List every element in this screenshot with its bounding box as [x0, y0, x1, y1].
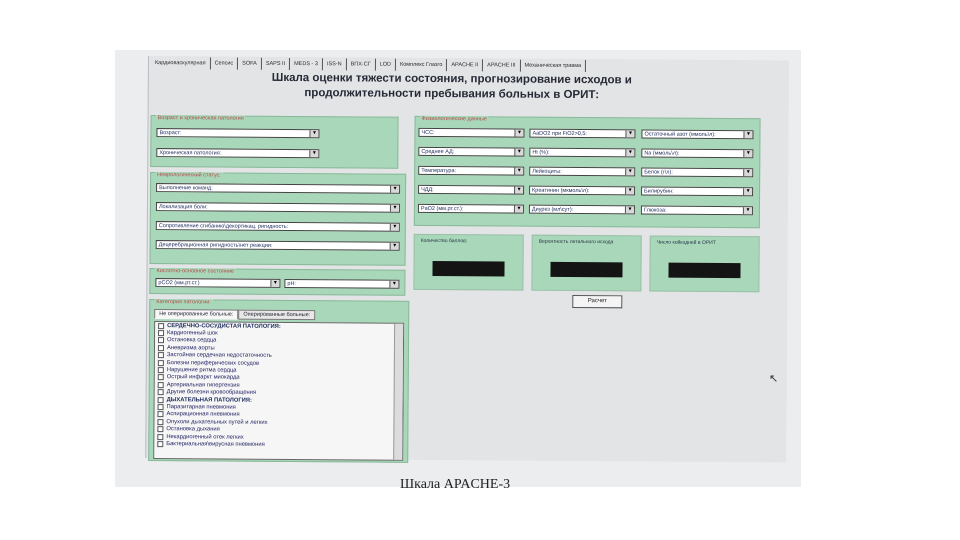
protein-label: Белок (г\л):: [644, 169, 673, 176]
list-item-label: Острый инфаркт миокарда: [166, 374, 240, 382]
tab-sepsis[interactable]: Сепсис: [211, 57, 239, 69]
list-item-label: Артериальная гипертензия: [166, 381, 240, 389]
creatinine-select[interactable]: [529, 186, 635, 196]
chevron-down-icon: ▼: [625, 149, 634, 156]
commands-label: Выполнение команд:: [159, 185, 213, 192]
checkbox[interactable]: [158, 323, 164, 329]
mortality-label: Вероятность летального исхода: [538, 238, 614, 246]
calculate-button[interactable]: Расчет: [572, 295, 622, 308]
age-panel: [150, 115, 398, 169]
tab-operated[interactable]: Оперированные больные:: [238, 310, 315, 321]
decerebrate-rigidity-select[interactable]: [156, 240, 400, 251]
category-panel-title: Категория патологии:: [156, 299, 211, 306]
chevron-down-icon: ▼: [514, 206, 523, 213]
chevron-down-icon: ▼: [514, 168, 523, 175]
checkbox[interactable]: [158, 367, 164, 373]
list-item-label: Бактериальная\вирусная пневмония: [166, 441, 265, 448]
pathology-list[interactable]: [153, 321, 404, 461]
list-item-label: Застойная сердечная недостаточность: [166, 352, 272, 360]
list-item[interactable]: [154, 440, 402, 449]
chevron-down-icon: ▼: [270, 280, 279, 287]
icu-days-value-box: [668, 263, 740, 279]
glucose-select[interactable]: [641, 205, 753, 215]
tab-cardio[interactable]: Кардиоваскулярная: [151, 57, 211, 69]
title-line-2: продолжительности пребывания больных в ОРИТ:: [304, 87, 600, 102]
temperature-label: Температура:: [421, 167, 457, 175]
chevron-down-icon: ▼: [309, 150, 318, 157]
diuresis-select[interactable]: [529, 205, 635, 215]
physio-panel: [414, 116, 761, 228]
wbc-label: Лейкоциты:: [532, 168, 562, 175]
chevron-down-icon: ▼: [743, 150, 752, 157]
temperature-select[interactable]: [418, 166, 524, 176]
checkbox[interactable]: [157, 411, 163, 417]
screen-photo: [115, 50, 801, 487]
checkbox[interactable]: [158, 389, 164, 395]
tab-lod[interactable]: LOD: [376, 59, 396, 71]
pao2-select[interactable]: [418, 204, 524, 214]
chevron-down-icon: ▼: [309, 130, 318, 137]
ht-select[interactable]: [529, 148, 635, 158]
checkbox[interactable]: [157, 434, 163, 440]
list-item-label: Нарушение ритма сердца: [166, 367, 237, 374]
chevron-down-icon: ▼: [625, 168, 634, 175]
bun-select[interactable]: [641, 129, 753, 139]
checkbox[interactable]: [158, 338, 164, 344]
list-item-label: Паразитарная пневмония: [166, 404, 236, 411]
checkbox[interactable]: [158, 352, 164, 358]
ph-label: pH:: [287, 280, 296, 288]
wbc-select[interactable]: [529, 167, 635, 177]
list-item-label: Некардиогенный отек легких: [166, 433, 244, 441]
flexion-resistance-label: Сопротивление сгибанию\декортикац. ригидность:: [158, 223, 289, 230]
aado2-select[interactable]: [529, 129, 635, 139]
score-value-box: [432, 261, 504, 277]
glucose-label: Глюкоза:: [643, 207, 667, 214]
category-tabs: [154, 309, 315, 320]
physio-panel-title: Физиологические данные: [421, 115, 487, 123]
list-item-label: Остановка сердца: [166, 337, 217, 344]
checkbox[interactable]: [157, 426, 163, 432]
chronic-pathology-select[interactable]: [156, 148, 319, 158]
chevron-down-icon: ▼: [743, 207, 752, 214]
tab-apache2[interactable]: APACHE II: [447, 59, 483, 71]
map-select[interactable]: [418, 147, 524, 157]
commands-select[interactable]: [156, 183, 400, 194]
category-panel: [148, 299, 409, 463]
list-item-label: Другие болезни кровообращения: [166, 389, 257, 396]
ht-label: Ht (%):: [532, 149, 550, 156]
chevron-down-icon: ▼: [514, 130, 523, 137]
hr-label: ЧСС:: [421, 129, 435, 137]
chevron-down-icon: ▼: [390, 205, 399, 212]
acid-base-panel-title: Кислотно-основное состояние: [156, 268, 235, 275]
chevron-down-icon: ▼: [390, 186, 399, 193]
sodium-label: Na (ммоль\л):: [644, 150, 680, 157]
list-item-label: Опухоли дыхательных путей и легких: [166, 418, 268, 426]
tab-sofa[interactable]: SOFA: [238, 58, 262, 70]
neuro-panel-title: Неврологический статус:: [157, 172, 222, 179]
age-select[interactable]: [156, 128, 319, 138]
pco2-label: pCO2 (мм.рт.ст.): [158, 280, 200, 287]
pco2-select[interactable]: [155, 278, 280, 288]
chevron-down-icon: ▼: [625, 187, 634, 194]
mouse-cursor-icon: ↖: [769, 373, 779, 385]
checkbox[interactable]: [157, 441, 163, 447]
sodium-select[interactable]: [641, 148, 753, 158]
chevron-down-icon: ▼: [625, 206, 634, 213]
list-item-label: СЕРДЕЧНО-СОСУДИСТАЯ ПАТОЛОГИЯ:: [167, 322, 281, 330]
bilirubin-select[interactable]: [641, 186, 753, 196]
mortality-result: [531, 235, 641, 292]
list-scrollbar[interactable]: [393, 324, 403, 460]
list-item-label: Болезни периферических сосудов: [166, 359, 260, 367]
list-item-label: ДЫХАТЕЛЬНАЯ ПАТОЛОГИЯ:: [166, 396, 252, 404]
chevron-down-icon: ▼: [743, 188, 752, 195]
title-line-1: Шкала оценки тяжести состояния, прогнозирование исходов и: [271, 71, 632, 87]
chevron-down-icon: ▼: [390, 224, 399, 231]
list-item-label: Аневризма аорты: [166, 344, 215, 352]
chevron-down-icon: ▼: [743, 131, 752, 138]
checkbox[interactable]: [158, 330, 164, 336]
chevron-down-icon: ▼: [514, 187, 523, 194]
tab-vph[interactable]: ВПХ-СГ: [347, 58, 376, 70]
tab-meds[interactable]: MEDS - 3: [290, 58, 323, 70]
chevron-down-icon: ▼: [390, 243, 399, 250]
app-window: [145, 56, 789, 462]
pain-localization-label: Локализация боли:: [158, 204, 208, 211]
checkbox[interactable]: [158, 345, 164, 351]
pain-localization-select[interactable]: [156, 202, 400, 213]
score-label: Количество баллов:: [420, 237, 468, 245]
tab-iss[interactable]: ISS-N: [323, 58, 347, 70]
acid-base-panel: [149, 268, 405, 296]
diuresis-label: Диурез (мл\сут):: [531, 206, 574, 213]
icu-days-result: [649, 236, 759, 293]
tab-trauma[interactable]: Механическая травма: [520, 60, 586, 72]
list-item-label: Остановка дыхания: [166, 426, 220, 433]
chevron-down-icon: ▼: [514, 149, 523, 156]
photo-caption: Шкала APACHE-3: [400, 477, 511, 492]
mortality-value-box: [550, 262, 622, 278]
chronic-pathology-label: Хроническая патология:: [159, 150, 222, 157]
list-item-label: Аспирационная пневмония: [166, 411, 240, 419]
aado2-label: AaDO2 при FiO2>0,5:: [532, 130, 588, 138]
chevron-down-icon: ▼: [625, 130, 634, 137]
age-select-label: Возраст:: [159, 130, 182, 137]
tab-saps[interactable]: SAPS II: [262, 58, 290, 70]
score-result: [413, 234, 523, 291]
tab-glasgow[interactable]: Комплекс Глазго: [396, 59, 447, 71]
ph-select[interactable]: [284, 279, 399, 289]
rr-select[interactable]: [418, 185, 524, 195]
checkbox[interactable]: [158, 374, 164, 380]
icu-days-label: Число койкодней в ОРИТ: [656, 239, 716, 246]
checkbox[interactable]: [158, 382, 164, 388]
creatinine-label: Креатинин (мкмоль\л):: [532, 187, 590, 195]
decerebrate-rigidity-label: Децеребрационная ригидность\нет реакции:: [158, 242, 273, 249]
age-panel-title: Возраст и хроническая патология: [157, 115, 244, 122]
checkbox[interactable]: [157, 419, 163, 425]
neuro-panel: [150, 172, 407, 266]
bilirubin-label: Билирубин:: [644, 188, 674, 195]
rr-label: ЧДД:: [421, 186, 434, 193]
bun-label: Остаточный азот (ммоль\л):: [644, 131, 716, 138]
checkbox[interactable]: [158, 404, 164, 410]
page-title: [217, 70, 687, 103]
pao2-label: PaO2 (мм.рт.ст.):: [420, 205, 464, 213]
chevron-down-icon: ▼: [743, 169, 752, 176]
map-label: Среднее АД:: [421, 148, 455, 156]
checkbox[interactable]: [158, 397, 164, 403]
protein-select[interactable]: [641, 167, 753, 177]
hr-select[interactable]: [418, 128, 524, 138]
tab-apache3[interactable]: APACHE III: [483, 59, 520, 71]
tab-non-operated[interactable]: Не оперированные больные:: [154, 309, 238, 320]
checkbox[interactable]: [158, 360, 164, 366]
flexion-resistance-select[interactable]: [156, 221, 400, 232]
chevron-down-icon: ▼: [389, 281, 398, 288]
list-item-label: Кардиогенный шок: [167, 330, 218, 337]
